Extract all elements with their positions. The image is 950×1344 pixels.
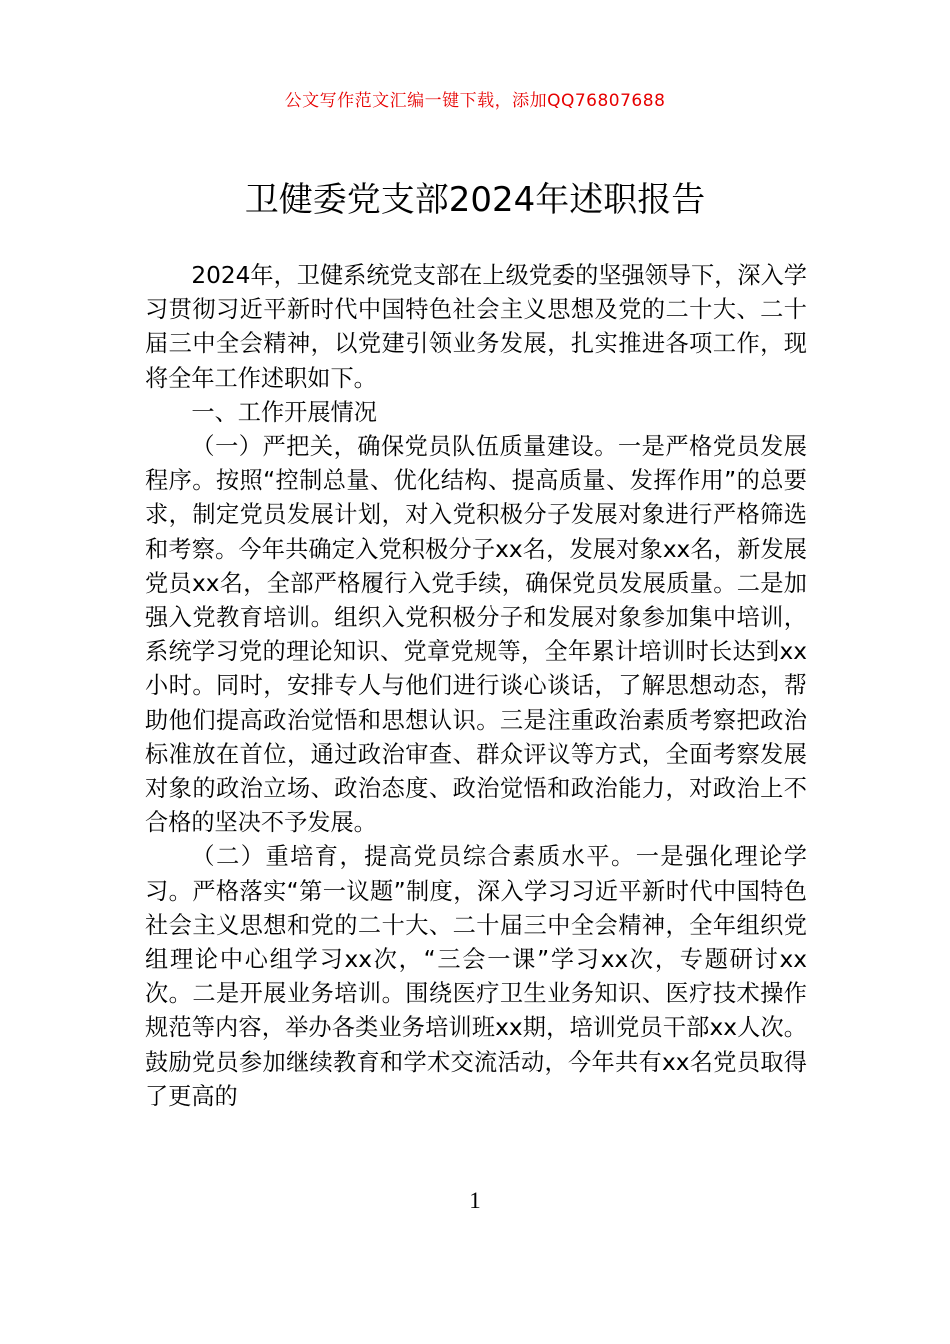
section-heading-work-overview: 一、工作开展情况 <box>191 398 377 426</box>
document-body <box>145 259 807 1114</box>
paragraph-member-training: （二）重培育，提高党员综合素质水平。一是强化理论学习。严格落实“第一议题”制度，深入学习习近平新时代中国特色社会主义思想和党的二十大、二十届三中全会精神，全年组织党组理论中心组学习xx次，“三会一课”学习xx次，专题研讨xx次。二是开展业务培训。围绕医疗卫生业务知识、医疗技术操作规范等内容，举办各类业务培训班xx期，培训党员干部xx人次。鼓励党员参加继续教育和学术交流活动，今年共有xx名党员取得了更高的 <box>145 843 807 1110</box>
intro-paragraph: 2024年，卫健系统党支部在上级党委的坚强领导下，深入学习贯彻习近平新时代中国特色社会主义思想及党的二十大、二十届三中全会精神，以党建引领业务发展，扎实推进各项工作，现将全年工作述职如下。 <box>145 262 807 392</box>
download-promo-note: 公文写作范文汇编一键下载，添加QQ76807688 <box>284 91 666 111</box>
paragraph-party-member-quality: （一）严把关，确保党员队伍质量建设。一是严格党员发展程序。按照“控制总量、优化结构、提高质量、发挥作用”的总要求，制定党员发展计划，对入党积极分子发展对象进行严格筛选和考察。今年共确定入党积极分子xx名，发展对象xx名，新发展党员xx名，全部严格履行入党手续，确保党员发展质量。二是加强入党教育培训。组织入党积极分子和发展对象参加集中培训，系统学习党的理论知识、党章党规等，全年累计培训时长达到xx小时。同时，安排专人与他们进行谈心谈话，了解思想动态，帮助他们提高政治觉悟和思想认识。三是注重政治素质考察把政治标准放在首位，通过政治审查、群众评议等方式，全面考察发展对象的政治立场、政治态度、政治觉悟和政治能力，对政治上不合格的坚决不予发展。 <box>145 433 807 837</box>
page-number: 1 <box>469 1188 481 1213</box>
document-title: 卫健委党支部2024年述职报告 <box>244 180 706 220</box>
